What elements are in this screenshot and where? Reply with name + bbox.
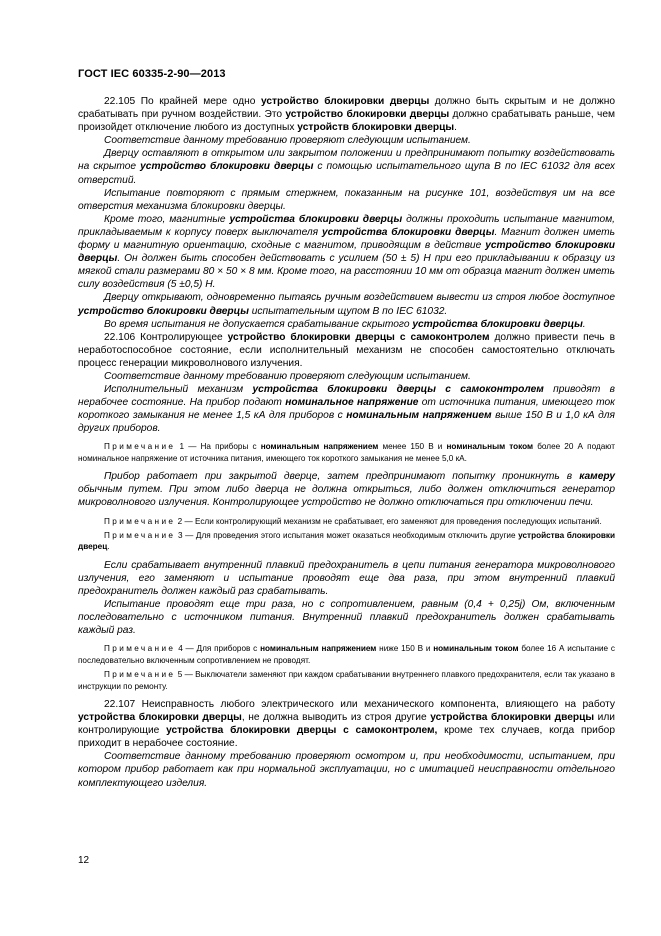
text-segment: Дверцу оставляют в открытом или закрытом положении и предпринимают попытку воздействовать на скрытое <box>78 148 615 173</box>
text-segment: от источника питания, имеющего ток короткого замыкания не менее 1,5 кА для приборов с <box>78 397 615 422</box>
body-paragraph <box>78 559 615 598</box>
note-paragraph <box>78 669 615 692</box>
text-segment: 22.107 Неисправность любого электрического или механического компонента, влияющего на работу <box>104 698 615 710</box>
term-text: устройства блокировки дверцы <box>229 213 403 225</box>
body-paragraph <box>78 470 615 509</box>
text-segment: Прибор работает при закрытой дверце, затем предпринимают попытку проникнуть в <box>104 471 580 483</box>
note-paragraph <box>78 441 615 464</box>
text-segment: ниже 150 В и <box>376 644 434 654</box>
text-segment: Примечание <box>104 644 176 654</box>
body-paragraph <box>78 598 615 637</box>
term-text: устройства блокировки дверцы <box>412 318 583 330</box>
text-segment: 1 — На приборы с <box>175 442 261 452</box>
term-text: устройство блокировки дверцы <box>285 109 450 121</box>
text-segment: Исполнительный механизм <box>104 384 253 396</box>
term-text: устройства блокировки дверцы <box>430 712 595 724</box>
text-segment: . <box>582 318 586 330</box>
text-segment: должны проходить испытание магнитом, прикладываемым к корпусу поверх выключателя <box>78 213 616 238</box>
document-header: ГОСТ IEC 60335-2-90—2013 <box>78 68 226 80</box>
body-paragraph <box>78 318 615 331</box>
text-segment: выше 150 В и 1,0 кА для других приборов. <box>78 410 615 435</box>
text-segment: Примечание <box>104 670 176 680</box>
text-segment: Если срабатывает внутренний плавкий предохранитель в цепи питания генератора микроволнового излучения, его заменяют и испытание проводят еще два раза, при этом внутренний плавкий предохранитель должен каждый раз срабатывать. <box>78 559 615 597</box>
text-segment: должно срабатывать раньше, чем произойдет отключение любого из доступных <box>78 109 616 134</box>
term-text: устройство блокировки дверцы <box>78 305 249 317</box>
text-segment: 22.106 Контролирующее <box>104 331 228 343</box>
term-text: устройства блокировки дверцы с самоконтролем, <box>166 725 438 737</box>
term-text: устройство блокировки дверцы <box>260 96 430 107</box>
text-segment: менее 150 В и <box>378 442 447 452</box>
text-segment: Кроме того, магнитные <box>104 213 230 225</box>
term-text: номинальным током <box>446 442 534 452</box>
term-text: номинальным напряжением <box>260 644 377 654</box>
text-segment: 4 — Для приборов с <box>175 644 261 654</box>
note-paragraph <box>78 643 615 666</box>
text-segment: Примечание <box>104 442 176 452</box>
term-text: номинальным током <box>433 644 519 654</box>
page-number: 12 <box>78 855 90 866</box>
term-text: устройство блокировки дверцы с самоконтролем <box>227 331 490 343</box>
text-segment: 5 — Выключатели заменяют при каждом срабатывании внутреннего плавкого предохранителя, если так указано в инструкции по ремонту. <box>78 670 615 691</box>
body-paragraph <box>78 187 615 213</box>
text-segment: Испытание повторяют с прямым стержнем, показанным на рисунке 101, воздействуя им на все отверстия механизма блокировки дверцы. <box>78 187 615 212</box>
note-paragraph <box>78 530 615 553</box>
text-segment: кроме тех случаев, когда прибор приходит в нерабочее состояние. <box>78 725 615 750</box>
body-paragraph <box>78 750 615 789</box>
term-text: устройство блокировки дверцы <box>140 161 314 173</box>
body-paragraph <box>78 134 615 147</box>
text-segment: Соответствие данному требованию проверяют следующим испытанием. <box>104 135 471 147</box>
text-segment: Во время испытания не допускается срабатывание скрытого <box>104 318 413 330</box>
text-segment: . Магнит должен иметь форму и магнитную ориентацию, сходные с магнитом, приводящим в действие <box>78 226 616 252</box>
body-paragraph <box>78 213 615 292</box>
term-text: устройства блокировки дверцы <box>321 226 495 238</box>
document-body <box>78 95 615 790</box>
text-segment: Дверцу открывают, одновременно пытаясь ручным воздействием вывести из строя любое доступное <box>104 292 615 304</box>
text-segment: с помощью испытательного щупа B по IEC 61032 для всех отверстий. <box>78 161 615 186</box>
text-segment: Соответствие данному требованию проверяют следующим испытанием. <box>104 370 471 382</box>
term-text: устройств блокировки дверцы <box>297 122 455 134</box>
body-paragraph <box>78 698 615 750</box>
text-segment: испытательным щупом B по IEC 61032. <box>248 305 448 317</box>
body-paragraph <box>78 147 615 186</box>
term-text: камеру <box>579 471 615 483</box>
term-text: номинальным напряжением <box>346 410 492 422</box>
note-paragraph <box>78 516 615 527</box>
body-paragraph <box>78 370 615 383</box>
text-segment: 3 — Для проведения этого испытания может оказаться необходимым отключить другие <box>175 530 519 540</box>
term-text: устройство блокировки дверцы <box>78 240 615 265</box>
text-segment: 2 — Если контролирующий механизм не срабатывает, его заменяют для проведения последующих испытаний. <box>175 516 602 526</box>
text-segment: . Он должен быть способен действовать с усилием (50 ± 5) Н при его прикладывании к образцу из мягкой стали размерами 80 × 50 × 8 мм. Кроме того, на расстоянии 10 мм от образца магнит должен иметь силу воздействия (5 ±0,5) Н. <box>78 253 615 291</box>
text-segment: приводят в нерабочее состояние. На прибор подают <box>78 384 615 409</box>
text-segment: должно быть скрытым и не должно срабатывать при ручном воздействии. Это <box>78 96 615 121</box>
text-segment: или контролирующие <box>78 712 615 737</box>
term-text: номинальным напряжением <box>260 442 379 452</box>
text-segment: 22.105 По крайней мере одно <box>104 96 261 107</box>
term-text: устройства блокировки дверцы с самоконтролем <box>252 384 544 396</box>
text-segment: Соответствие данному требованию проверяют осмотром и, при необходимости, испытанием, при котором прибор работает как при нормальной эксплуатации, но с имитацией неисправности отдельного комплектующего изделия. <box>78 751 615 789</box>
body-paragraph <box>78 331 615 370</box>
term-text: номинальное напряжение <box>285 397 419 409</box>
text-segment: Испытание проводят еще три раза, но с сопротивлением, равным (0,4 + 0,25j) Ом, включенным последовательно с источником питания. Внутренний плавкий предохранитель должен срабатывать каждый раз. <box>78 599 615 637</box>
text-segment: должно привести печь в неработоспособное состояние, если исполнительный механизм не способен самостоятельно отключать процесс генерации микроволнового излучения. <box>78 331 615 369</box>
body-paragraph <box>78 291 615 317</box>
body-paragraph <box>78 95 615 134</box>
text-segment: . <box>454 122 457 134</box>
term-text: устройства блокировки дверец <box>78 530 615 552</box>
body-paragraph <box>78 383 615 435</box>
text-segment: . <box>107 542 110 552</box>
text-segment: обычным путем. При этом либо дверца не должна открыться, либо должен отключиться генератор микроволнового излучения. Контролирующее устройство не должно отключаться при отключении печи. <box>78 484 615 509</box>
text-segment: , не должна выводить из строя другие <box>241 712 431 724</box>
term-text: устройства блокировки дверцы <box>78 712 242 724</box>
text-segment: более 20 А подают номинальное напряжение от источника питания, имеющего ток короткого замыкания не менее 5,0 кА. <box>78 442 615 463</box>
text-segment: Примечание <box>104 516 176 526</box>
text-segment: более 16 А испытание с последовательно включенным сопротивлением не проводят. <box>78 644 616 665</box>
text-segment: Примечание <box>104 530 176 540</box>
